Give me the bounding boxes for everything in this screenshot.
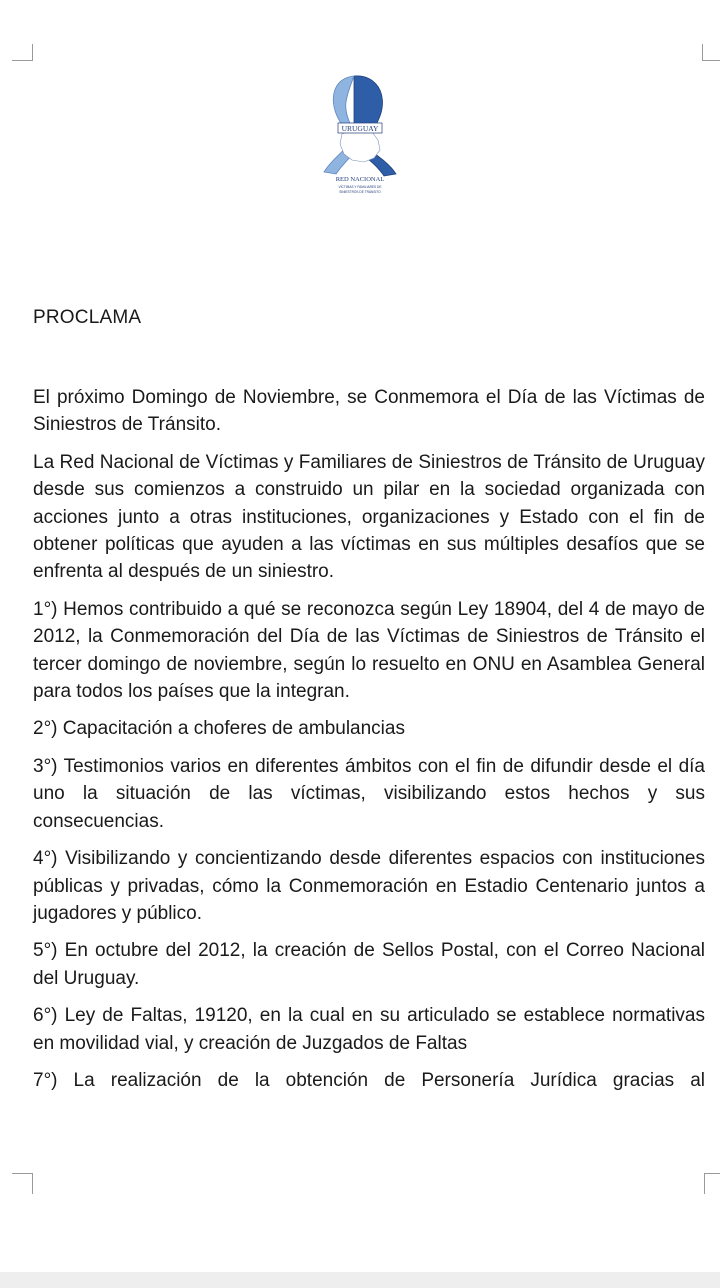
logo-org-name: RED NACIONAL <box>335 176 385 183</box>
paragraph-item-5: 5°) En octubre del 2012, la creación de Sellos Postal, con el Correo Nacional del Uruguay. <box>33 940 705 989</box>
logo-country-label: URUGUAY <box>341 124 379 133</box>
paragraph-item-6: 6°) Ley de Faltas, 19120, en la cual en su articulado se establece normativas en movilidad vial, y creación de Juzgados de Faltas <box>33 1005 705 1054</box>
paragraph-item-1: 1°) Hemos contribuido a qué se reconozca según Ley 18904, del 4 de mayo de 2012, la Conmemoración del Día de las Víctimas de Siniestros de Tránsito el tercer domingo de noviembre, según lo resuelto en ONU en Asamblea General para todos los países que la integran. <box>33 598 705 703</box>
paragraph-red-nacional: La Red Nacional de Víctimas y Familiares de Siniestros de Tránsito de Uruguay desde sus comienzos a construido un pilar en la sociedad organizada con acciones junto a otras instituciones, organizaciones y Estado con el fin de obtener políticas que ayuden a las víctimas en sus múltiples desafíos que se enfrenta al después de un siniestro. <box>33 451 705 583</box>
margin-corner-top-left <box>12 44 33 61</box>
margin-corner-top-right <box>702 44 720 61</box>
document-title: PROCLAMA <box>33 307 142 328</box>
margin-corner-bottom-right <box>704 1173 720 1194</box>
logo-org-subtitle: VÍCTIMAS Y FAMILIARES DE <box>338 185 382 189</box>
paragraph-item-4: 4°) Visibilizando y concientizando desde diferentes espacios con instituciones públicas y privadas, cómo la Conmemoración en Estadio Centenario juntos a jugadores y público. <box>33 848 705 924</box>
logo-org-subtitle-2: SINIESTROS DE TRÁNSITO <box>339 190 381 194</box>
paragraph-item-2: 2°) Capacitación a choferes de ambulancias <box>33 718 405 740</box>
margin-corner-bottom-left <box>12 1173 33 1194</box>
paragraph-intro: El próximo Domingo de Noviembre, se Conmemora el Día de las Víctimas de Siniestros de Tránsito. <box>33 387 705 436</box>
paragraph-item-3: 3°) Testimonios varios en diferentes ámbitos con el fin de difundir desde el día uno la situación de las víctimas, visibilizando estos hechos y sus consecuencias. <box>33 755 705 832</box>
ribbon-logo-icon <box>318 72 402 200</box>
document-body <box>33 384 705 1104</box>
viewer-bottom-strip <box>0 1272 720 1288</box>
organization-logo <box>318 72 402 200</box>
paragraph-item-7: 7°) La realización de la obtención de Personería Jurídica gracias al <box>33 1069 705 1091</box>
